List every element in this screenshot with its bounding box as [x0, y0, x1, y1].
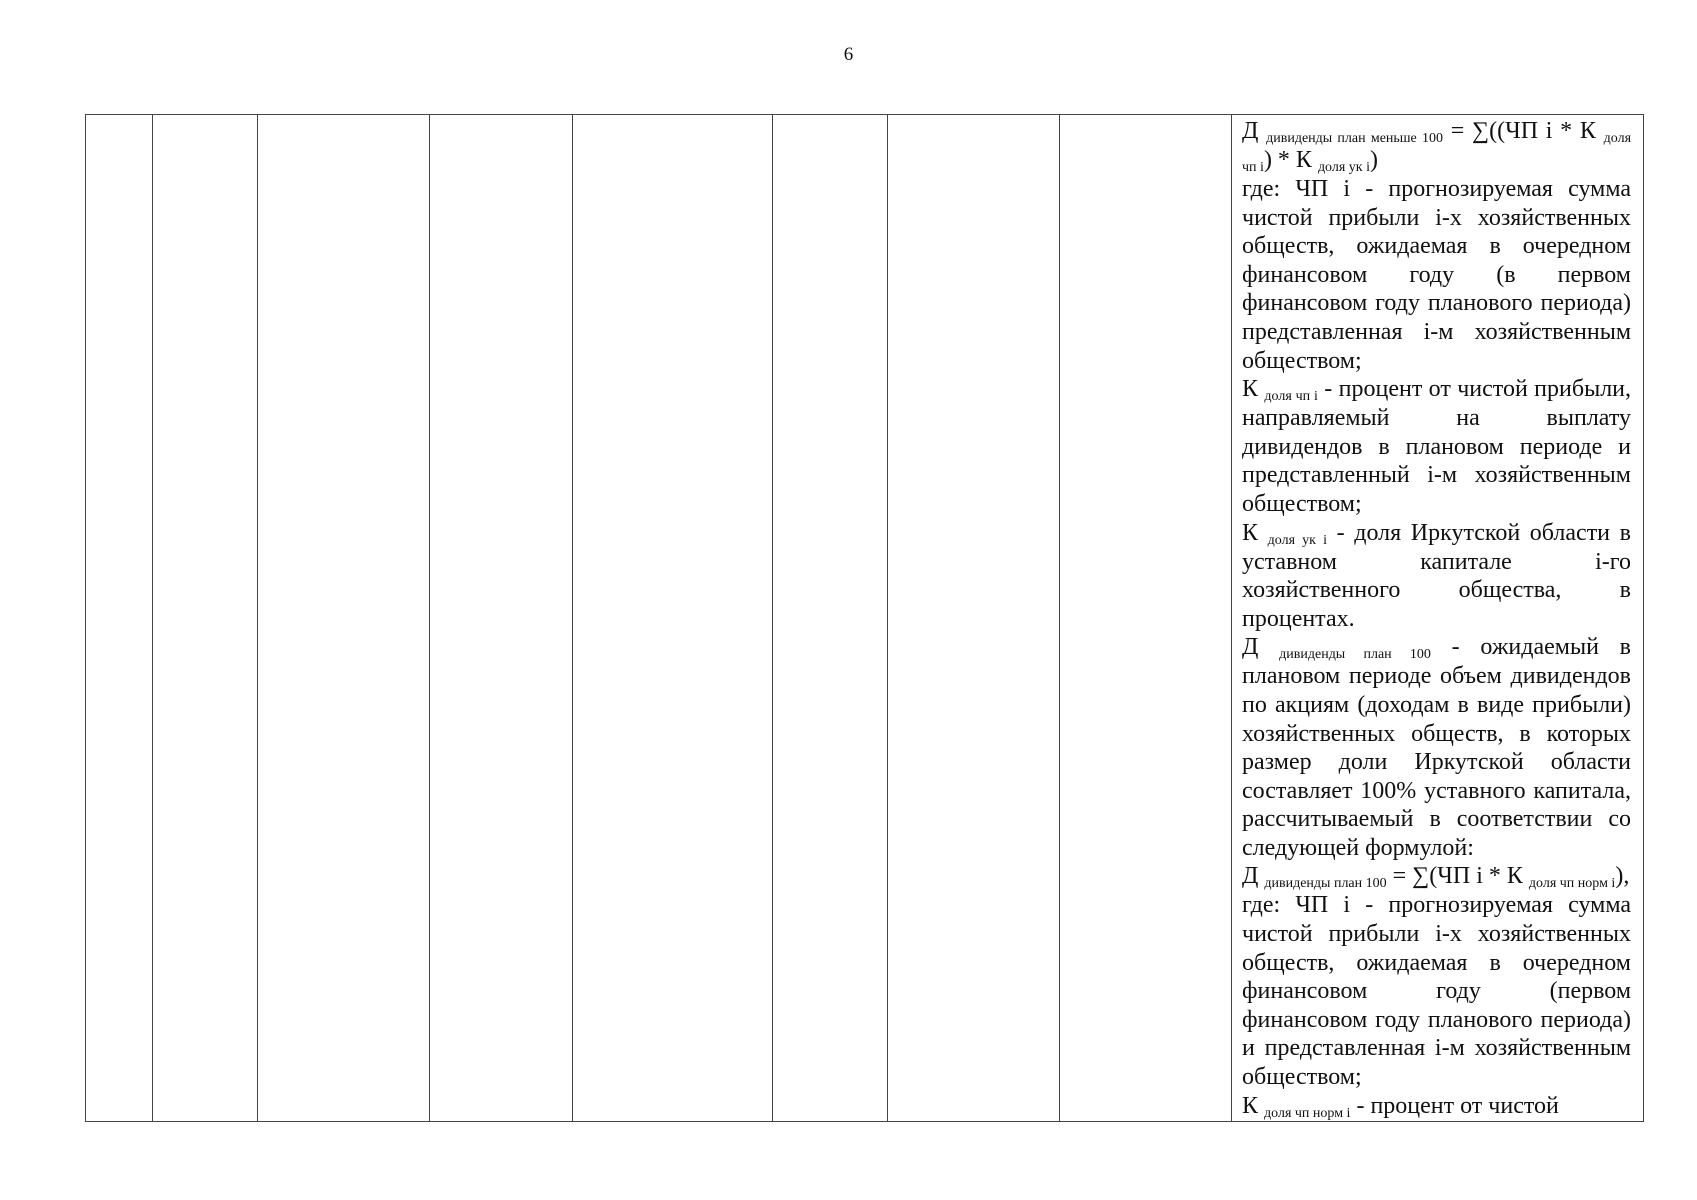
formula-text: - доля Иркутской области в уставном капитале i-го хозяйственного общества, в процентах. — [1242, 519, 1631, 632]
subscript: дивиденды план 100 — [1279, 647, 1431, 663]
formula-description — [1232, 115, 1643, 1121]
definition-paragraph-3 — [1242, 375, 1631, 518]
formula-paragraph-6 — [1242, 862, 1631, 891]
subscript: доля ук i — [1317, 160, 1370, 175]
formula-text: К — [1242, 519, 1259, 546]
table-cell-5 — [573, 115, 773, 1122]
subscript: доля чп норм i — [1528, 876, 1616, 892]
definition-paragraph-2: где: ЧП i - прогнозируемая сумма чистой прибыли i-х хозяйственных обществ, ожидаемая в очередном финансовом году (в первом финансовом году планового периода) представленная i-м хозяйственным обществом; — [1242, 176, 1631, 374]
formula-text: = ∑(ЧП i * К — [1386, 863, 1523, 890]
table-row — [86, 115, 1644, 1122]
subscript: доля чп норм i — [1264, 1105, 1351, 1121]
formula-text: ) — [1370, 147, 1378, 173]
table-cell-description — [1232, 115, 1644, 1122]
table-cell-4 — [430, 115, 573, 1122]
subscript: доля чп i — [1264, 389, 1318, 405]
table-cell-8 — [1060, 115, 1232, 1122]
formula-text: ) * К — [1263, 147, 1312, 173]
subscript: доля чп i — [1242, 131, 1632, 175]
definition-paragraph-5 — [1242, 633, 1631, 862]
subscript: дивиденды план меньше 100 — [1266, 131, 1444, 146]
page-number: 6 — [843, 44, 854, 65]
definition-paragraph-7: где: ЧП i - прогнозируемая сумма чистой прибыли i-х хозяйственных обществ, ожидаемая в очередном финансовом году (первом финансовом году планового периода) и представленная i-м хозяйственным обществом; — [1242, 892, 1631, 1091]
formula-paragraph-1 — [1242, 117, 1631, 175]
formula-text: - ожидаемый в плановом периоде объем дивидендов по акциям (доходам в виде прибыли) хозяйственных обществ, в которых размер доли Иркутской области составляет 100% уставного капитала, рассчитываемый в соответствии со следующей формулой: — [1242, 634, 1632, 861]
formula-text: К — [1242, 376, 1259, 403]
formula-text: Д — [1242, 118, 1259, 144]
formula-text: - процент от чистой — [1350, 1092, 1559, 1119]
formula-text: К — [1242, 1092, 1259, 1119]
formula-text: - процент от чистой прибыли, направляемый на выплату дивидендов в плановом периоде и представленный i-м хозяйственным обществом; — [1242, 376, 1632, 517]
table-cell-3 — [258, 115, 430, 1122]
document-table — [85, 114, 1644, 1122]
subscript: доля ук i — [1267, 532, 1327, 548]
subscript: дивиденды план 100 — [1264, 876, 1387, 892]
formula-text: ), — [1615, 863, 1630, 890]
table-cell-7 — [888, 115, 1060, 1122]
formula-text: = ∑((ЧП i * К — [1443, 118, 1596, 144]
definition-paragraph-8 — [1242, 1092, 1631, 1121]
definition-paragraph-4 — [1242, 519, 1631, 634]
formula-text: Д — [1242, 863, 1259, 890]
table-cell-6 — [773, 115, 888, 1122]
formula-text: Д — [1242, 634, 1259, 661]
table-cell-1 — [86, 115, 153, 1122]
table-cell-2 — [153, 115, 258, 1122]
